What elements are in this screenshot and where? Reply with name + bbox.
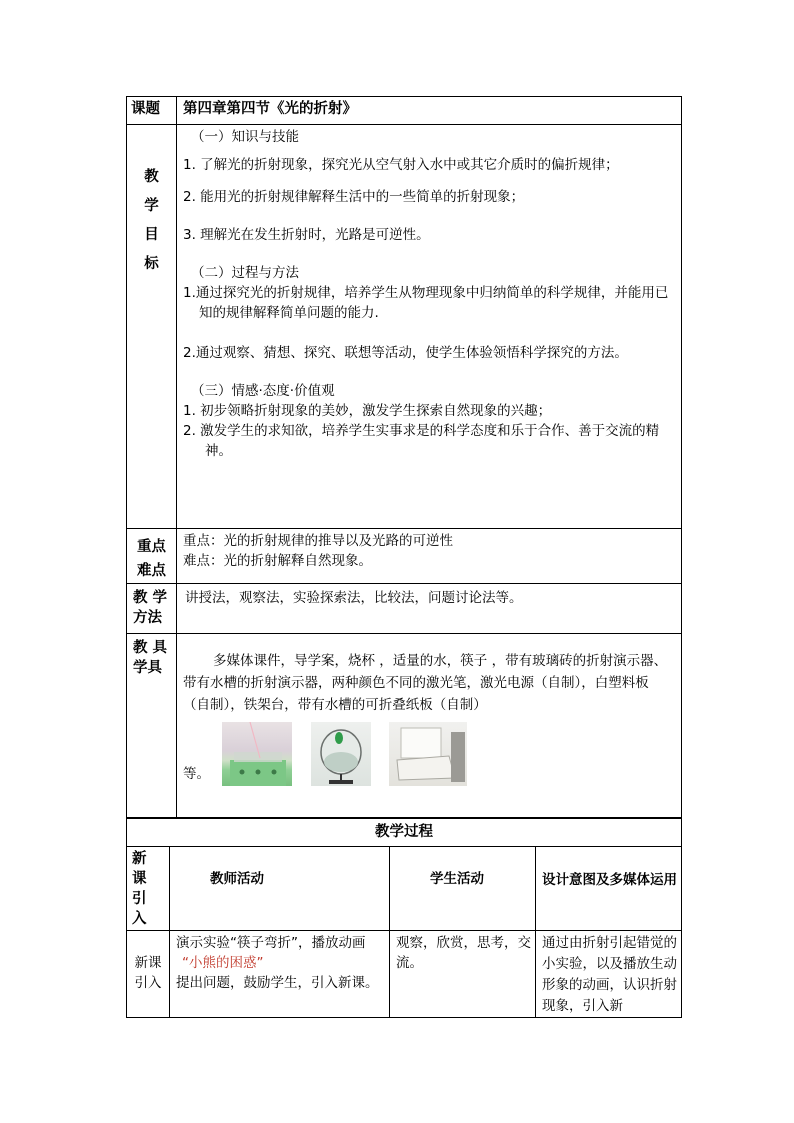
goals-content xyxy=(177,125,682,529)
goal-item: 1. 初步领略折射现象的美妙，激发学生探索自然现象的兴趣； xyxy=(183,403,552,419)
method-value: 讲授法，观察法，实验探索法，比较法，问题讨论法等。 xyxy=(177,584,682,634)
goals-label-char: 学 xyxy=(144,198,159,214)
tools-text: 多媒体课件，导学案，烧杯 ，适量的水，筷子 ，带有玻璃砖的折射演示器、带有水槽的折射演示器，两种颜色不同的激光笔，激光电源（自制），白塑料板（自制），铁架台，带有水槽的可折叠纸板（自制） xyxy=(183,653,668,713)
keypoints-content xyxy=(177,529,682,584)
row-label-line: 引入 xyxy=(134,975,162,991)
method-label-line: 方法 xyxy=(133,610,162,626)
intro-label-char: 课 xyxy=(132,871,147,887)
goal-item: 1.通过探究光的折射规律，培养学生从物理现象中归纳简单的科学规律，并能用已知的规律解释简单问题的能力. xyxy=(183,285,669,321)
col-student-header: 学生活动 xyxy=(390,847,536,931)
teaching-process-table xyxy=(126,818,682,1018)
tools-suffix: 等。 xyxy=(183,766,210,782)
goals-label-char: 教 xyxy=(144,169,159,185)
goal-item: 2.通过观察、猜想、探究、联想等活动，使学生体验领悟科学探究的方法。 xyxy=(183,345,628,361)
method-label xyxy=(127,584,177,634)
intro-label-char: 入 xyxy=(132,911,147,927)
foldable-board-photo xyxy=(389,722,467,786)
intro-label xyxy=(127,847,170,931)
row-label xyxy=(127,931,170,1018)
teacher-activity-line: 演示实验“筷子弯折”，播放动画 xyxy=(176,935,366,951)
lesson-info-table xyxy=(126,96,682,818)
student-activity: 观察，欣赏，思考，交流。 xyxy=(390,931,536,1018)
goal-item: 1. 了解光的折射现象，探究光从空气射入水中或其它介质时的偏折规律； xyxy=(183,157,619,173)
method-label-line: 教 学 xyxy=(133,590,168,606)
tools-content xyxy=(177,634,682,818)
teacher-activity-line: 提出问题，鼓励学生，引入新课。 xyxy=(176,975,379,991)
keypoints-label xyxy=(127,529,177,584)
tools-label-line: 学具 xyxy=(133,660,162,676)
tools-label xyxy=(127,634,177,818)
topic-value: 第四章第四节《光的折射》 xyxy=(177,97,682,125)
goals-label-char: 目 xyxy=(144,227,159,243)
topic-label: 课题 xyxy=(127,97,177,125)
design-intent: 通过由折射引起错觉的小实验，以及播放生动形象的动画，认识折射现象，引入新 xyxy=(536,931,682,1018)
goal-item: 2. 激发学生的求知欲，培养学生实事求是的科学态度和乐于合作、善于交流的精神。 xyxy=(183,423,660,459)
process-title: 教学过程 xyxy=(127,819,682,847)
teacher-activity xyxy=(170,931,390,1018)
keypoint-text: 重点：光的折射规律的推导以及光路的可逆性 xyxy=(183,533,453,549)
water-tank-demo-photo xyxy=(311,722,371,786)
col-design-header: 设计意图及多媒体运用 xyxy=(536,847,682,931)
goals-label-char: 标 xyxy=(144,256,159,272)
tools-photos xyxy=(183,722,673,786)
goals-label xyxy=(127,125,177,529)
refraction-demo-photo xyxy=(222,722,292,786)
goal-item: 3. 理解光在发生折射时，光路是可逆性。 xyxy=(183,227,430,243)
teacher-animation-title: “小熊的困惑” xyxy=(182,955,264,971)
row-label-line: 新课 xyxy=(134,955,162,971)
section-title: （三）情感·态度·价值观 xyxy=(191,383,335,399)
intro-label-char: 新 xyxy=(132,851,147,867)
section-title: （一）知识与技能 xyxy=(191,129,299,145)
keypoints-label-line: 难点 xyxy=(137,563,166,579)
goal-item: 2. 能用光的折射规律解释生活中的一些简单的折射现象； xyxy=(183,189,525,205)
keypoints-label-line: 重点 xyxy=(137,539,166,555)
tools-label-line: 教 具 xyxy=(133,640,168,656)
section-title: （二）过程与方法 xyxy=(191,265,299,281)
col-teacher-header: 教师活动 xyxy=(170,847,390,931)
difficulty-text: 难点：光的折射解释自然现象。 xyxy=(183,553,372,569)
intro-label-char: 引 xyxy=(132,891,147,907)
